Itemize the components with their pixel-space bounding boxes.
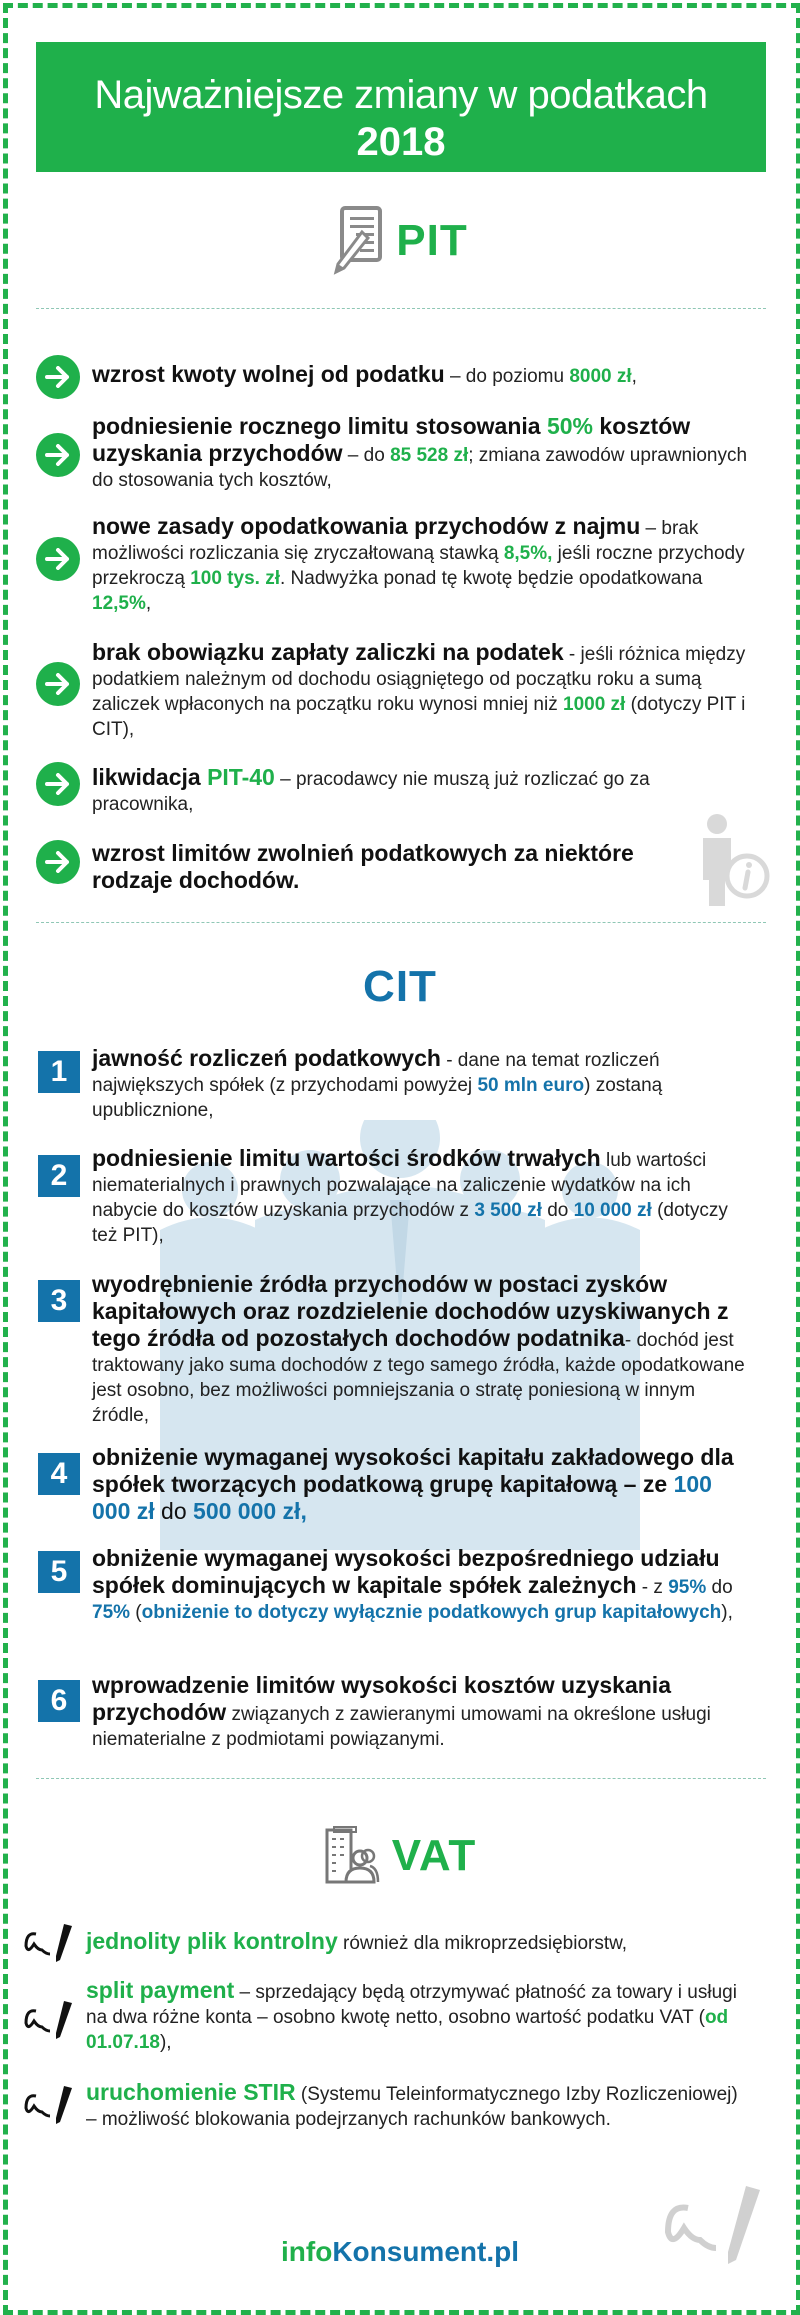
cit-item-3: wyodrębnienie źródła przychodów w postaci zysków kapitałowych oraz rozdzielenie dochodów uzyskiwanych z tego źródła od pozostałych dochodów podatnika- dochód jest traktowany jako suma dochodów z tego samego źródła, każde opodatkowane jest osobno, bez możliwości pomniejszania o stratę poniesioną w innym źródle, — [92, 1271, 745, 1426]
page-title-year: 2018 — [356, 120, 446, 164]
arrow-right-icon — [36, 355, 80, 399]
signature-pen-icon — [22, 2082, 78, 2126]
divider — [36, 308, 766, 309]
vat-item-3: uruchomienie STIR (Systemu Teleinformatycznego Izby Rozliczeniowej) – możliwość blokowania podejrzanych rachunków bankowych. — [86, 2079, 738, 2130]
arrow-right-icon — [36, 762, 80, 806]
building-people-icon — [324, 1826, 380, 1886]
pit-item-5: likwidacja PIT-40 – pracodawcy nie muszą już rozliczać go za pracownika, — [92, 764, 650, 815]
brand-logo: infoKonsument.pl — [281, 2236, 519, 2267]
page-title: Najważniejsze zmiany w podatkach — [94, 73, 708, 117]
cit-item-5: obniżenie wymaganej wysokości bezpośredniego udziału spółek dominujących w kapitale spółek zależnych - z 95% do 75% (obniżenie to dotyczy wyłącznie podatkowych grup kapitałowych), — [92, 1545, 733, 1623]
arrow-right-icon — [36, 840, 80, 884]
number-badge-1: 1 — [38, 1051, 80, 1093]
number-badge-6: 6 — [38, 1680, 80, 1722]
pit-item-3: nowe zasady opodatkowania przychodów z najmu – brak możliwości rozliczania się zryczałtowaną stawką 8,5%, jeśli roczne przychody przekroczą 100 tys. zł. Nadwyżka ponad tę kwotę będzie opodatkowana 12,5%, — [92, 513, 745, 614]
cit-section-header — [0, 962, 800, 1012]
pit-item-4: brak obowiązku zapłaty zaliczki na podatek - jeśli różnica między podatkiem należnym od dochodu osiągniętego od początku roku a sumą zaliczek wpłaconych na początku roku wynosi mniej niż 1000 zł (dotyczy PIT i CIT), — [92, 639, 746, 740]
cit-item-2: podniesienie limitu wartości środków trwałych lub wartości niematerialnych i prawnych pozwalające na zaliczenie wydatków na ich nabycie do kosztów uzyskania przychodów z 3 500 zł do 10 000 zł (dotyczy też PIT), — [92, 1145, 728, 1246]
pit-section-header — [0, 206, 800, 281]
number-badge-3: 3 — [38, 1280, 80, 1322]
cit-item-1: jawność rozliczeń podatkowych - dane na temat rozliczeń największych spółek (z przychodami powyżej 50 mln euro) zostaną upublicznione, — [92, 1045, 663, 1121]
divider — [36, 1778, 766, 1779]
cit-item-6: wprowadzenie limitów wysokości kosztów uzyskania przychodów związanych z zawieranymi umowami na określone usługi niematerialne z podmiotami powiązanymi. — [92, 1672, 711, 1750]
arrow-right-icon — [36, 537, 80, 581]
divider — [36, 922, 766, 923]
vat-item-2: split payment – sprzedający będą otrzymywać płatność za towary i usługi na dwa różne konta – osobno kwotę netto, osobno wartość podatku VAT (od 01.07.18), — [86, 1977, 737, 2053]
pit-item-1: wzrost kwoty wolnej od podatku – do poziomu 8000 zł, — [92, 361, 637, 387]
number-badge-2: 2 — [38, 1155, 80, 1197]
document-pencil-icon — [332, 206, 384, 276]
signature-pen-icon — [22, 1920, 78, 1964]
vat-item-1: jednolity plik kontrolny również dla mikroprzedsiębiorstw, — [86, 1928, 628, 1954]
pit-item-2: podniesienie rocznego limitu stosowania 50% kosztów uzyskania przychodów – do 85 528 zł; zmiana zawodów uprawnionych do stosowania tych kosztów, — [92, 413, 748, 491]
pit-item-6: wzrost limitów zwolnień podatkowych za niektóre rodzaje dochodów. — [92, 840, 634, 893]
arrow-right-icon — [36, 433, 80, 477]
vat-label: VAT — [391, 1831, 477, 1880]
number-badge-4: 4 — [38, 1453, 80, 1495]
arrow-right-icon — [36, 662, 80, 706]
cit-item-4: obniżenie wymaganej wysokości kapitału zakładowego dla spółek tworzących podatkową grupę kapitałową – ze 100 000 zł do 500 000 zł, — [92, 1444, 734, 1524]
title-banner — [36, 42, 766, 172]
vat-section-header — [0, 1826, 800, 1891]
number-badge-5: 5 — [38, 1551, 80, 1593]
cit-label: CIT — [363, 962, 437, 1011]
signature-pen-icon — [22, 1997, 78, 2041]
person-info-icon — [695, 810, 775, 910]
pit-label: PIT — [396, 216, 468, 265]
